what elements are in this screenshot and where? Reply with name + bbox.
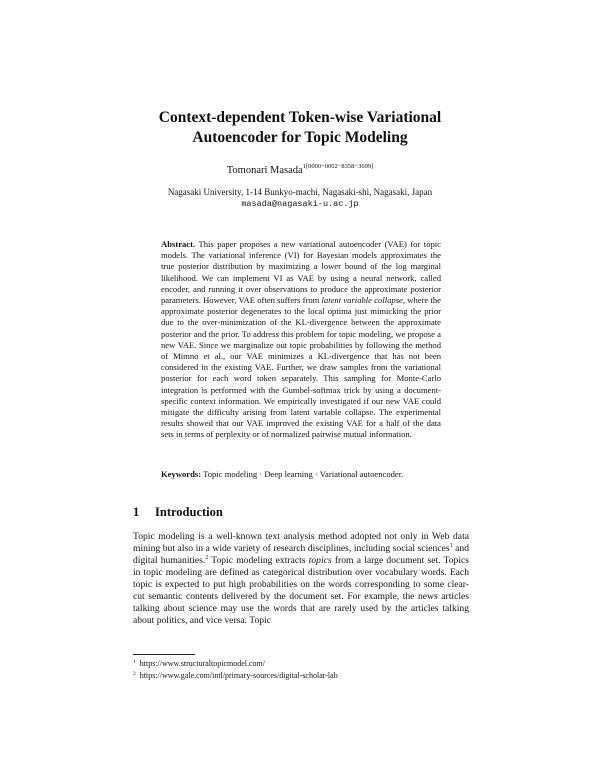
footnote-ref-2[interactable]: 2: [205, 555, 209, 561]
author-line: [80, 163, 520, 176]
affiliation: Nagasaki University, 1-14 Bunkyo-machi, Nagasaki-shi, Nagasaki, Japan: [167, 187, 433, 197]
footnote-2-mark: 2: [133, 671, 136, 677]
body-emphasis: topics: [308, 555, 332, 566]
abstract-text-part1: This paper proposes a new variational autoencoder (VAE) for topic models. The variational inference (VI) for Bayesian models approximates the true posterior distribution by maximizing a lower bound of the log marginal likelihood. We can implement VI as VAE by using a neural network, called encoder, and running it over observations to produce the approximate posterior parameters. However, VAE often suffers from: [161, 239, 441, 306]
title-line-2: Autoencoder for Topic Modeling: [192, 129, 408, 146]
paper-title: [80, 108, 520, 148]
body-text-b: and digital humanities.: [133, 543, 469, 566]
footnote-1-mark: 1: [133, 659, 136, 665]
abstract-emphasis: latent variable collapse: [321, 295, 403, 306]
footnote-1: [133, 657, 469, 669]
section-body: [133, 531, 469, 627]
footnote-divider: [133, 654, 195, 655]
author-orcid: 1[0000−0002−8358−3699]: [302, 163, 374, 170]
author-name: Tomonari Masada: [226, 165, 303, 176]
body-text-d: from a large document set. Topics in topic modeling are defined as categorical distribution over vocabulary words. Each topic is expected to put high probabilities on the words corresponding to some clear-cut semantic contents delivered by the document set. For example, the news articles talking about science may use the words that are rarely used by the articles talking about politics, and vice versa. Topic: [133, 555, 470, 626]
section-number: 1: [133, 505, 140, 519]
body-text-a: Topic modeling is a well-known text analysis method adopted not only in Web data mining but also in a wide variety of research disciplines, including social sciences: [133, 531, 469, 554]
section-title: Introduction: [155, 505, 223, 519]
affiliation-block: [80, 186, 520, 210]
body-text-c: Topic modeling extracts: [208, 555, 309, 566]
footnote-ref-1[interactable]: 1: [449, 543, 453, 549]
author-email: masada@nagasaki-u.ac.jp: [241, 199, 359, 209]
footnote-1-link[interactable]: https://www.structuraltopicmodel.com/: [139, 659, 265, 668]
footnote-2-link[interactable]: https://www.gale.com/intl/primary-sources/digital-scholar-lab: [139, 671, 338, 680]
keywords-label: Keywords:: [161, 469, 202, 479]
footnote-2: [133, 669, 469, 681]
section-heading: [133, 505, 473, 520]
keywords: [161, 469, 451, 480]
abstract-text-part2: , where the approximate posterior degenerates to the local optima just mimicking the prior due to the over-minimization of the KL-divergence between the approximate posterior and the prior. To address this problem for topic modeling, we propose a new VAE. Since we marginalize out topic probabilities by following the method of Mimno et al., our VAE minimizes a KL-divergence that has not been considered in the existing VAE. Further, we draw samples from the variational posterior for each word token separately. This sampling for Monte-Carlo integration is performed with the Gumbel-softmax trick by using a document-specific context information. We empirically investigated if our new VAE could mitigate the difficulty arising from latent variable collapse. The experimental results showed that our VAE improved the existing VAE for a half of the data sets in terms of perplexity or of normalized pairwise mutual information.: [161, 295, 441, 440]
keywords-text: Topic modeling · Deep learning · Variational autoencoder.: [203, 469, 404, 479]
footnotes: [133, 657, 469, 681]
abstract-label: Abstract.: [161, 239, 196, 249]
title-line-1: Context-dependent Token-wise Variational: [158, 109, 442, 126]
abstract: [161, 239, 441, 441]
